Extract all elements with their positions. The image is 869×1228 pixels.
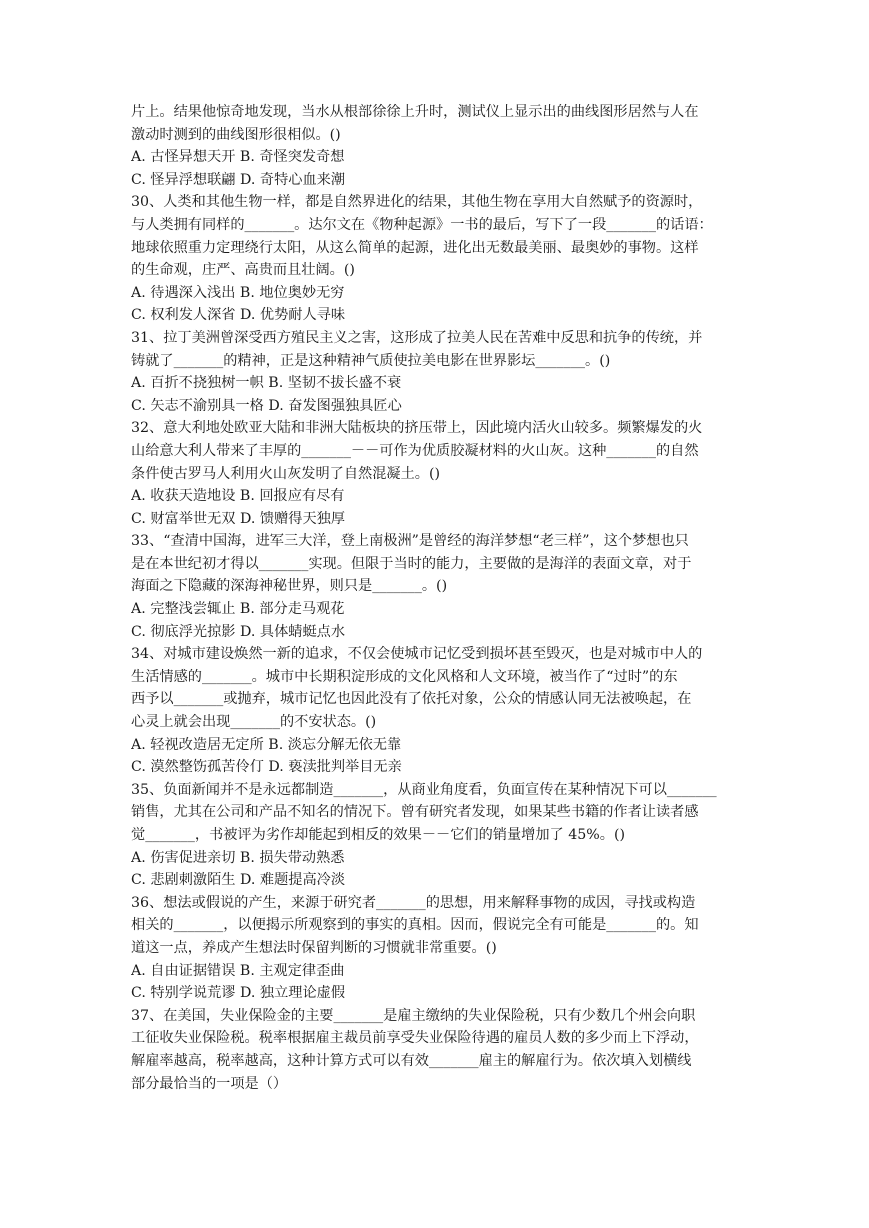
option-line: A. 完整浅尝辄止 B. 部分走马观花 [131,601,345,618]
text-line: 部分最恰当的一项是（） [131,1075,288,1092]
question-34: 34、对城市建设焕然一新的追求，不仅会使城市记忆受到损坏甚至毁灭，也是对城市中人的 [131,646,703,663]
question-33: 33、“查清中国海，进军三大洋，登上南极洲”是曾经的海洋梦想“老三样”，这个梦想也只 [131,533,689,550]
option-line: A. 收获天造地设 B. 回报应有尽有 [131,488,345,505]
text-line: 生活情感的_______。城市中长期积淀形成的文化风格和人文环境，被当作了“过时”的东 [131,668,678,685]
text-line: 片上。结果他惊奇地发现，当水从根部徐徐上升时，测试仪上显示出的曲线图形居然与人在 [131,104,699,120]
text-line: 激动时测到的曲线图形很相似。() [131,126,341,143]
text-line: 道这一点，养成产生想法时保留判断的习惯就非常重要。() [131,939,497,956]
text-line: 的生命观，庄严、高贵而且壮阔。() [131,262,355,279]
question-37: 37、在美国，失业保险金的主要_______是雇主缴纳的失业保险税，只有少数几个州会向职 [131,1007,696,1024]
text-line: 心灵上就会出现_______的不安状态。() [131,714,377,731]
question-31: 31、拉丁美洲曾深受西方殖民主义之害，这形成了拉美人民在苦难中反思和抗争的传统，并 [131,329,703,346]
text-line: 海面之下隐藏的深海神秘世界，则只是_______。() [131,578,448,595]
question-35: 35、负面新闻并不是永远都制造_______，从商业角度看，负面宣传在某种情况下可以_______ [131,781,717,798]
text-line: 工征收失业保险税。税率根据雇主裁员前享受失业保险待遇的雇员人数的多少而上下浮动， [131,1030,699,1047]
question-36: 36、想法或假说的产生，来源于研究者_______的思想，用来解释事物的成因，寻找或构造 [131,894,696,911]
option-line: A. 自由证据错误 B. 主观定律歪曲 [131,962,345,979]
option-line: A. 待遇深入浅出 B. 地位奥妙无穷 [131,284,345,301]
text-line: 西予以_______或抛弃，城市记忆也因此没有了依托对象，公众的情感认同无法被唤起，在 [131,691,692,708]
question-32: 32、意大利地处欧亚大陆和非洲大陆板块的挤压带上，因此境内活火山较多。频繁爆发的火 [131,420,703,437]
option-line: A. 百折不挠独树一帜 B. 坚韧不拔长盛不衰 [131,375,402,392]
text-line: 地球依照重力定理绕行太阳，从这么简单的起源，进化出无数最美丽、最奥妙的事物。这样 [131,239,699,256]
text-line: 销售，尤其在公司和产品不知名的情况下。曾有研究者发现，如果某些书籍的作者让读者感 [131,804,699,821]
option-line: C. 财富举世无双 D. 馈赠得天独厚 [131,510,346,527]
option-line: C. 悲剧刺激陌生 D. 难题提高冷淡 [131,872,346,889]
option-line: C. 特别学说荒谬 D. 独立理论虚假 [131,985,346,1002]
text-line: 相关的_______，以便揭示所观察到的事实的真相。因而，假说完全有可能是_______的。知 [131,917,699,934]
question-30: 30、人类和其他生物一样，都是自然界进化的结果，其他生物在享用大自然赋予的资源时， [131,194,703,211]
option-line: A. 伤害促进亲切 B. 损失带动熟悉 [131,849,345,866]
option-line: A. 古怪异想天开 B. 奇怪突发奇想 [131,149,345,166]
option-line: C. 权利发人深省 D. 优势耐人寻味 [131,307,346,324]
option-line: C. 怪异浮想联翩 D. 奇特心血来潮 [131,171,346,188]
text-line: 解雇率越高，税率越高，这种计算方式可以有效_______雇主的解雇行为。依次填入划横线 [131,1052,692,1069]
text-line: 山给意大利人带来了丰厚的_______－－可作为优质胶凝材料的火山灰。这种_______的自然 [131,442,699,459]
text-line: 觉_______，书被评为劣作却能起到相反的效果－－它们的销量增加了 45%。() [131,827,626,843]
text-line: 与人类拥有同样的_______。达尔文在《物种起源》一书的最后，写下了一段_______的话语： [131,216,713,233]
text-line: 是在本世纪初才得以_______实现。但限于当时的能力，主要做的是海洋的表面文章，对于 [131,555,692,572]
option-line: C. 漠然整饬孤苦伶仃 D. 亵渎批判举目无亲 [131,759,402,776]
text-line: 铸就了_______的精神，正是这种精神气质使拉美电影在世界影坛_______。() [131,352,611,369]
option-line: A. 轻视改造居无定所 B. 淡忘分解无依无靠 [131,736,402,753]
option-line: C. 矢志不渝别具一格 D. 奋发图强独具匠心 [131,397,402,414]
option-line: C. 彻底浮光掠影 D. 具体蜻蜓点水 [131,623,346,640]
document-body [131,101,739,1095]
text-line: 条件使古罗马人利用火山灰发明了自然混凝土。() [131,465,441,482]
